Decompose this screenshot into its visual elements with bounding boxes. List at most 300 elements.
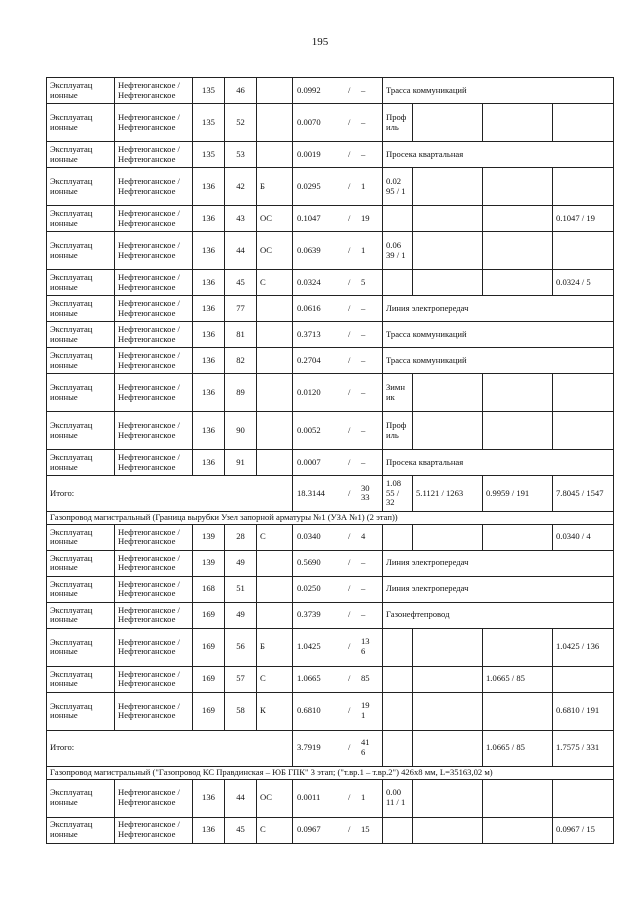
quarter-cell: 139 <box>193 524 225 550</box>
area-cell <box>293 450 383 476</box>
area-cell <box>293 692 383 730</box>
quarter-cell: 135 <box>193 78 225 104</box>
category-cell <box>257 348 293 374</box>
land-type-cell: Эксплуатац ионные <box>47 270 115 296</box>
table-row <box>47 296 614 322</box>
forestry-cell: Нефтеюганское / Нефтеюганское <box>115 322 193 348</box>
category-cell: ОС <box>257 779 293 817</box>
volume-value: 19 <box>361 212 370 223</box>
volume-value: 13 6 <box>361 636 370 657</box>
area-cell <box>293 476 383 512</box>
quarter-cell: 136 <box>193 296 225 322</box>
area-cell <box>293 628 383 666</box>
col9-cell <box>553 779 614 817</box>
land-type-cell: Эксплуатац ионные <box>47 550 115 576</box>
plot-cell: 42 <box>225 168 257 206</box>
col7-cell <box>413 104 483 142</box>
area-separator: / <box>348 386 351 397</box>
area-cell <box>293 296 383 322</box>
land-type-cell: Эксплуатац ионные <box>47 348 115 374</box>
table-row <box>47 78 614 104</box>
col8-cell <box>483 206 553 232</box>
area-cell <box>293 524 383 550</box>
col6-cell <box>383 270 413 296</box>
section-row <box>47 512 614 525</box>
category-cell <box>257 602 293 628</box>
area-value: 18.3144 <box>297 487 325 498</box>
col8-cell <box>483 168 553 206</box>
plot-cell: 43 <box>225 206 257 232</box>
volume-value: 15 <box>361 824 370 835</box>
area-separator: / <box>348 328 351 339</box>
area-cell <box>293 104 383 142</box>
quarter-cell: 135 <box>193 104 225 142</box>
plot-cell: 58 <box>225 692 257 730</box>
volume-value: 19 1 <box>361 700 370 721</box>
land-type-cell: Эксплуатац ионные <box>47 412 115 450</box>
area-cell <box>293 348 383 374</box>
col6-cell: Зимник <box>383 374 413 412</box>
quarter-cell: 136 <box>193 322 225 348</box>
col7-cell <box>413 666 483 692</box>
area-value: 0.0340 <box>297 531 321 542</box>
land-type-cell: Эксплуатац ионные <box>47 322 115 348</box>
forestry-cell: Нефтеюганское / Нефтеюганское <box>115 412 193 450</box>
area-separator: / <box>348 824 351 835</box>
table-row <box>47 550 614 576</box>
forestry-cell: Нефтеюганское / Нефтеюганское <box>115 550 193 576</box>
section-title: Газопровод магистральный (Граница вырубки Узел запорной арматуры №1 (УЗА №1) (2 этап)) <box>47 512 614 525</box>
area-separator: / <box>348 792 351 803</box>
col8-cell <box>483 270 553 296</box>
col6-cell <box>383 692 413 730</box>
volume-value: – <box>361 609 366 620</box>
area-separator: / <box>348 557 351 568</box>
forestry-cell: Нефтеюганское / Нефтеюганское <box>115 602 193 628</box>
area-value: 0.0070 <box>297 116 321 127</box>
volume-value: – <box>361 328 366 339</box>
col9-cell <box>553 666 614 692</box>
forestry-cell: Нефтеюганское / Нефтеюганское <box>115 206 193 232</box>
area-value: 1.0665 <box>297 673 321 684</box>
area-separator: / <box>348 354 351 365</box>
volume-value: – <box>361 424 366 435</box>
category-cell <box>257 142 293 168</box>
plot-cell: 56 <box>225 628 257 666</box>
area-value: 0.1047 <box>297 212 321 223</box>
col7-cell <box>413 232 483 270</box>
purpose-cell: Просека квартальная <box>383 450 614 476</box>
category-cell <box>257 322 293 348</box>
table-row <box>47 524 614 550</box>
category-cell: С <box>257 817 293 843</box>
area-separator: / <box>348 276 351 287</box>
quarter-cell: 136 <box>193 168 225 206</box>
col7-cell <box>413 628 483 666</box>
land-type-cell: Эксплуатац ионные <box>47 524 115 550</box>
col8-cell <box>483 692 553 730</box>
col9-cell: 0.6810 / 191 <box>553 692 614 730</box>
col6-cell: Профиль <box>383 104 413 142</box>
col8-cell <box>483 104 553 142</box>
area-separator: / <box>348 456 351 467</box>
col6-cell: 0.06 39 / 1 <box>383 232 413 270</box>
forestry-cell: Нефтеюганское / Нефтеюганское <box>115 270 193 296</box>
land-type-cell: Эксплуатац ионные <box>47 666 115 692</box>
volume-value: 1 <box>361 792 366 803</box>
table-row <box>47 412 614 450</box>
col8-cell <box>483 779 553 817</box>
quarter-cell: 136 <box>193 206 225 232</box>
volume-value: – <box>361 456 366 467</box>
area-cell <box>293 142 383 168</box>
area-cell <box>293 730 383 766</box>
area-separator: / <box>348 673 351 684</box>
area-value: 3.7919 <box>297 742 321 753</box>
col9-cell <box>553 374 614 412</box>
col9-cell <box>553 232 614 270</box>
total-label: Итого: <box>47 730 293 766</box>
quarter-cell: 136 <box>193 817 225 843</box>
col7-cell <box>413 730 483 766</box>
table-row <box>47 322 614 348</box>
col7-cell: 5.1121 / 1263 <box>413 476 483 512</box>
plot-cell: 89 <box>225 374 257 412</box>
area-value: 0.0992 <box>297 84 321 95</box>
area-value: 0.0011 <box>297 792 321 803</box>
area-value: 0.0324 <box>297 276 321 287</box>
land-type-cell: Эксплуатац ионные <box>47 142 115 168</box>
table-row <box>47 692 614 730</box>
col8-cell <box>483 232 553 270</box>
area-separator: / <box>348 424 351 435</box>
col9-cell: 0.0340 / 4 <box>553 524 614 550</box>
table-row <box>47 104 614 142</box>
plot-cell: 46 <box>225 78 257 104</box>
land-type-cell: Эксплуатац ионные <box>47 779 115 817</box>
col9-cell: 0.1047 / 19 <box>553 206 614 232</box>
col6-cell: 0.00 11 / 1 <box>383 779 413 817</box>
quarter-cell: 136 <box>193 374 225 412</box>
volume-value: 85 <box>361 673 370 684</box>
quarter-cell: 136 <box>193 270 225 296</box>
quarter-cell: 136 <box>193 779 225 817</box>
category-cell <box>257 104 293 142</box>
area-cell <box>293 206 383 232</box>
plot-cell: 82 <box>225 348 257 374</box>
area-separator: / <box>348 487 351 498</box>
land-type-cell: Эксплуатац ионные <box>47 296 115 322</box>
volume-value: – <box>361 354 366 365</box>
land-type-cell: Эксплуатац ионные <box>47 104 115 142</box>
category-cell: К <box>257 692 293 730</box>
col9-cell <box>553 104 614 142</box>
col9-cell <box>553 168 614 206</box>
area-value: 1.0425 <box>297 641 321 652</box>
volume-value: – <box>361 148 366 159</box>
category-cell: С <box>257 666 293 692</box>
col9-cell: 0.0324 / 5 <box>553 270 614 296</box>
table-row <box>47 450 614 476</box>
table-row <box>47 142 614 168</box>
plot-cell: 28 <box>225 524 257 550</box>
area-value: 0.0616 <box>297 302 321 313</box>
area-cell <box>293 550 383 576</box>
area-value: 0.0639 <box>297 244 321 255</box>
area-separator: / <box>348 84 351 95</box>
area-cell <box>293 168 383 206</box>
quarter-cell: 168 <box>193 576 225 602</box>
area-value: 0.0120 <box>297 386 321 397</box>
table-row <box>47 779 614 817</box>
area-separator: / <box>348 302 351 313</box>
area-separator: / <box>348 583 351 594</box>
area-value: 0.0007 <box>297 456 321 467</box>
area-value: 0.2704 <box>297 354 321 365</box>
page-number: 195 <box>311 36 329 48</box>
col7-cell <box>413 168 483 206</box>
col8-cell <box>483 524 553 550</box>
area-cell <box>293 412 383 450</box>
land-type-cell: Эксплуатац ионные <box>47 78 115 104</box>
forestry-cell: Нефтеюганское / Нефтеюганское <box>115 168 193 206</box>
forestry-cell: Нефтеюганское / Нефтеюганское <box>115 104 193 142</box>
table-row <box>47 168 614 206</box>
category-cell: ОС <box>257 206 293 232</box>
table-row <box>47 817 614 843</box>
quarter-cell: 169 <box>193 666 225 692</box>
table-row <box>47 206 614 232</box>
category-cell <box>257 550 293 576</box>
area-value: 0.0019 <box>297 148 321 159</box>
table-row <box>47 628 614 666</box>
land-type-cell: Эксплуатац ионные <box>47 628 115 666</box>
plot-cell: 90 <box>225 412 257 450</box>
area-value: 0.0295 <box>297 180 321 191</box>
quarter-cell: 136 <box>193 450 225 476</box>
plot-cell: 52 <box>225 104 257 142</box>
volume-value: 5 <box>361 276 366 287</box>
area-cell <box>293 817 383 843</box>
plot-cell: 44 <box>225 779 257 817</box>
forestry-cell: Нефтеюганское / Нефтеюганское <box>115 142 193 168</box>
col8-cell <box>483 374 553 412</box>
col8-cell: 1.0665 / 85 <box>483 666 553 692</box>
plot-cell: 51 <box>225 576 257 602</box>
col6-cell: 1.08 55 / 32 <box>383 476 413 512</box>
col6-cell <box>383 730 413 766</box>
section-title: Газопровод магистральный ("Газопровод КС Правдинская – ЮБ ГПК" 3 этап; ("т.вр.1 – т.вр.2") 426х8 мм, L=35163,02 м) <box>47 766 614 779</box>
table-row <box>47 348 614 374</box>
purpose-cell: Линия электропередач <box>383 550 614 576</box>
col6-cell <box>383 666 413 692</box>
col7-cell <box>413 206 483 232</box>
area-separator: / <box>348 531 351 542</box>
col6-cell <box>383 628 413 666</box>
area-cell <box>293 602 383 628</box>
forest-plots-table <box>46 77 614 844</box>
purpose-cell: Просека квартальная <box>383 142 614 168</box>
plot-cell: 91 <box>225 450 257 476</box>
table-row <box>47 232 614 270</box>
col9-cell: 1.0425 / 136 <box>553 628 614 666</box>
volume-value: – <box>361 116 366 127</box>
volume-value: – <box>361 386 366 397</box>
col7-cell <box>413 374 483 412</box>
forestry-cell: Нефтеюганское / Нефтеюганское <box>115 524 193 550</box>
area-separator: / <box>348 244 351 255</box>
category-cell: С <box>257 270 293 296</box>
col9-cell <box>553 412 614 450</box>
forestry-cell: Нефтеюганское / Нефтеюганское <box>115 817 193 843</box>
category-cell: Б <box>257 628 293 666</box>
col8-cell: 1.0665 / 85 <box>483 730 553 766</box>
col7-cell <box>413 692 483 730</box>
col7-cell <box>413 817 483 843</box>
quarter-cell: 136 <box>193 232 225 270</box>
land-type-cell: Эксплуатац ионные <box>47 168 115 206</box>
category-cell <box>257 78 293 104</box>
plot-cell: 49 <box>225 550 257 576</box>
col6-cell <box>383 206 413 232</box>
land-type-cell: Эксплуатац ионные <box>47 602 115 628</box>
total-row <box>47 476 614 512</box>
area-value: 0.0967 <box>297 824 321 835</box>
land-type-cell: Эксплуатац ионные <box>47 450 115 476</box>
quarter-cell: 136 <box>193 348 225 374</box>
land-type-cell: Эксплуатац ионные <box>47 374 115 412</box>
volume-value: 30 33 <box>361 482 370 503</box>
col8-cell <box>483 412 553 450</box>
forestry-cell: Нефтеюганское / Нефтеюганское <box>115 232 193 270</box>
purpose-cell: Трасса коммуникаций <box>383 78 614 104</box>
area-cell <box>293 270 383 296</box>
area-cell <box>293 666 383 692</box>
quarter-cell: 139 <box>193 550 225 576</box>
area-separator: / <box>348 116 351 127</box>
volume-value: 4 <box>361 531 366 542</box>
land-type-cell: Эксплуатац ионные <box>47 817 115 843</box>
section-row <box>47 766 614 779</box>
forestry-cell: Нефтеюганское / Нефтеюганское <box>115 78 193 104</box>
forestry-cell: Нефтеюганское / Нефтеюганское <box>115 692 193 730</box>
plot-cell: 53 <box>225 142 257 168</box>
col6-cell <box>383 817 413 843</box>
area-separator: / <box>348 212 351 223</box>
area-separator: / <box>348 641 351 652</box>
quarter-cell: 169 <box>193 692 225 730</box>
plot-cell: 81 <box>225 322 257 348</box>
category-cell <box>257 576 293 602</box>
col8-cell <box>483 628 553 666</box>
forestry-cell: Нефтеюганское / Нефтеюганское <box>115 666 193 692</box>
col9-cell: 7.8045 / 1547 <box>553 476 614 512</box>
table-row <box>47 374 614 412</box>
area-cell <box>293 322 383 348</box>
forestry-cell: Нефтеюганское / Нефтеюганское <box>115 576 193 602</box>
total-label: Итого: <box>47 476 293 512</box>
category-cell: Б <box>257 168 293 206</box>
area-value: 0.0052 <box>297 424 321 435</box>
area-cell <box>293 78 383 104</box>
purpose-cell: Трасса коммуникаций <box>383 322 614 348</box>
area-value: 0.0250 <box>297 583 321 594</box>
land-type-cell: Эксплуатац ионные <box>47 576 115 602</box>
area-separator: / <box>348 705 351 716</box>
category-cell <box>257 412 293 450</box>
col7-cell <box>413 779 483 817</box>
total-row <box>47 730 614 766</box>
volume-value: 41 6 <box>361 737 370 758</box>
volume-value: – <box>361 84 366 95</box>
plot-cell: 44 <box>225 232 257 270</box>
col7-cell <box>413 270 483 296</box>
forestry-cell: Нефтеюганское / Нефтеюганское <box>115 450 193 476</box>
area-value: 0.3713 <box>297 328 321 339</box>
category-cell <box>257 450 293 476</box>
area-cell <box>293 779 383 817</box>
table-row <box>47 602 614 628</box>
land-type-cell: Эксплуатац ионные <box>47 692 115 730</box>
volume-value: 1 <box>361 180 366 191</box>
plot-cell: 77 <box>225 296 257 322</box>
volume-value: – <box>361 302 366 313</box>
area-cell <box>293 576 383 602</box>
col9-cell: 1.7575 / 331 <box>553 730 614 766</box>
col8-cell: 0.9959 / 191 <box>483 476 553 512</box>
quarter-cell: 136 <box>193 412 225 450</box>
table-row <box>47 270 614 296</box>
table-body <box>47 78 614 844</box>
col7-cell <box>413 412 483 450</box>
area-value: 0.3739 <box>297 609 321 620</box>
purpose-cell: Линия электропередач <box>383 576 614 602</box>
col8-cell <box>483 817 553 843</box>
quarter-cell: 169 <box>193 602 225 628</box>
area-value: 0.5690 <box>297 557 321 568</box>
volume-value: – <box>361 557 366 568</box>
volume-value: – <box>361 583 366 594</box>
area-cell <box>293 374 383 412</box>
land-type-cell: Эксплуатац ионные <box>47 232 115 270</box>
volume-value: 1 <box>361 244 366 255</box>
area-separator: / <box>348 742 351 753</box>
col6-cell <box>383 524 413 550</box>
area-value: 0.6810 <box>297 705 321 716</box>
quarter-cell: 169 <box>193 628 225 666</box>
purpose-cell: Газонефтепровод <box>383 602 614 628</box>
col7-cell <box>413 524 483 550</box>
category-cell: ОС <box>257 232 293 270</box>
forestry-cell: Нефтеюганское / Нефтеюганское <box>115 296 193 322</box>
category-cell <box>257 374 293 412</box>
area-separator: / <box>348 609 351 620</box>
forestry-cell: Нефтеюганское / Нефтеюганское <box>115 374 193 412</box>
table-row <box>47 666 614 692</box>
purpose-cell: Трасса коммуникаций <box>383 348 614 374</box>
plot-cell: 45 <box>225 817 257 843</box>
forestry-cell: Нефтеюганское / Нефтеюганское <box>115 348 193 374</box>
col6-cell: 0.02 95 / 1 <box>383 168 413 206</box>
col9-cell: 0.0967 / 15 <box>553 817 614 843</box>
plot-cell: 57 <box>225 666 257 692</box>
forestry-cell: Нефтеюганское / Нефтеюганское <box>115 628 193 666</box>
plot-cell: 45 <box>225 270 257 296</box>
purpose-cell: Линия электропередач <box>383 296 614 322</box>
col6-cell: Профиль <box>383 412 413 450</box>
plot-cell: 49 <box>225 602 257 628</box>
area-cell <box>293 232 383 270</box>
